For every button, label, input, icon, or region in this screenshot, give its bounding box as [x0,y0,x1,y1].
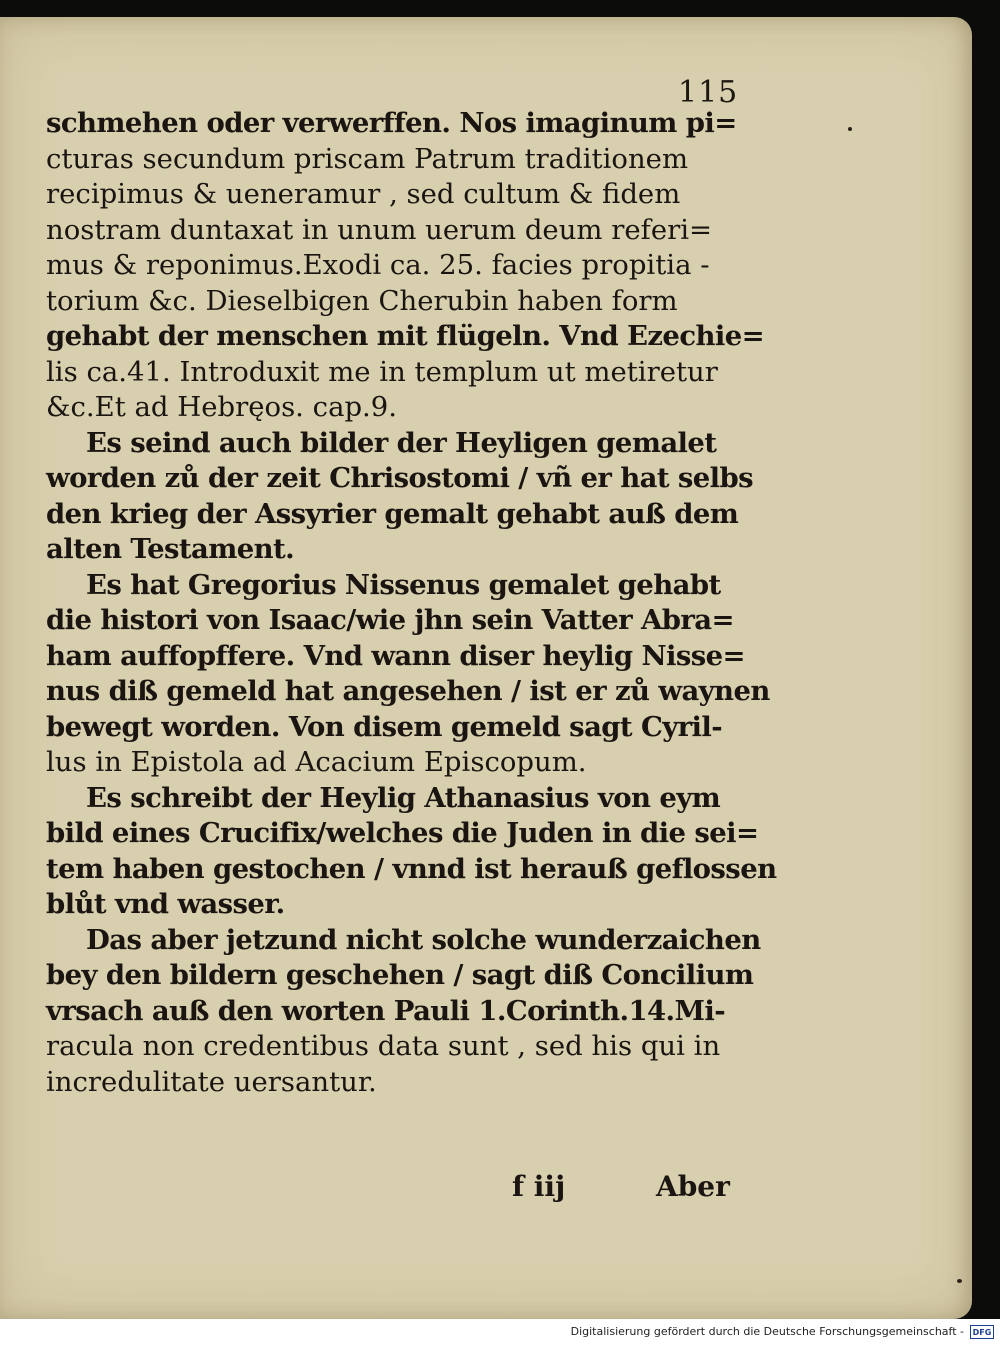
text-line: mus & reponimus.Exodi ca. 25. facies propitia - [46,249,710,281]
text-line: torium &c. Dieselbigen Cherubin haben form [46,284,678,317]
text-line: Es hat Gregorius Nissenus gemalet gehabt [86,568,721,601]
text-line: bild eines Crucifix/welches die Juden in die sei= [46,817,759,849]
text-line: vrsach auß den worten Pauli 1.Corinth.14.Mi- [46,994,726,1027]
text-line: blůt vnd wasser. [46,888,285,920]
text-line: schmehen oder verwerffen. Nos imaginum pi= [46,107,737,139]
text-line: cturas secundum priscam Patrum traditionem [46,142,689,175]
text-line: den krieg der Assyrier gemalt gehabt auß dem [46,497,739,530]
ink-speck [957,1279,962,1283]
text-line: alten Testament. [46,533,295,565]
text-line: die histori von Isaac/wie jhn sein Vatter Abra= [46,604,734,636]
text-line: ham auffopffere. Vnd wann diser heylig Nisse= [46,639,745,672]
text-line: gehabt der menschen mit flügeln. Vnd Ezechie= [46,320,765,352]
text-line: nostram duntaxat in unum uerum deum referi= [46,213,713,246]
text-line: Es seind auch bilder der Heyligen gemalet [86,426,717,459]
page-number: 115 [678,75,739,110]
dfg-logo-icon: DFG [970,1325,994,1339]
text-line: recipimus & ueneramur , sed cultum & fidem [46,178,681,210]
text-line: bey den bildern geschehen / sagt diß Concilium [46,959,754,991]
footer-bar [0,1319,1000,1345]
text-line: Es schreibt der Heylig Athanasius von eym [86,781,721,814]
text-line: incredulitate uersantur. [46,1065,377,1098]
text-line: racula non credentibus data sunt , sed his qui in [46,1030,721,1062]
catchword: Aber [656,1170,730,1203]
ink-speck [848,127,852,131]
book-page [0,17,972,1319]
text-line: worden zů der zeit Chrisostomi / vñ er hat selbs [46,462,754,494]
footer-credit: Digitalisierung gefördert durch die Deutsche Forschungsgemeinschaft - [570,1325,964,1338]
text-line: &c.Et ad Hebręos. cap.9. [46,391,398,423]
text-line: bewegt worden. Von disem gemeld sagt Cyril- [46,710,723,743]
text-line: nus diß gemeld hat angesehen / ist er zů waynen [46,675,770,707]
text-line: Das aber jetzund nicht solche wunderzaichen [86,923,761,956]
body-text [46,106,777,1100]
text-line: lis ca.41. Introduxit me in templum ut metiretur [46,355,718,388]
text-line: lus in Epistola ad Acacium Episcopum. [46,746,587,778]
text-line: tem haben gestochen / vnnd ist herauß geflossen [46,852,777,885]
signature-mark: f iij [512,1170,566,1203]
